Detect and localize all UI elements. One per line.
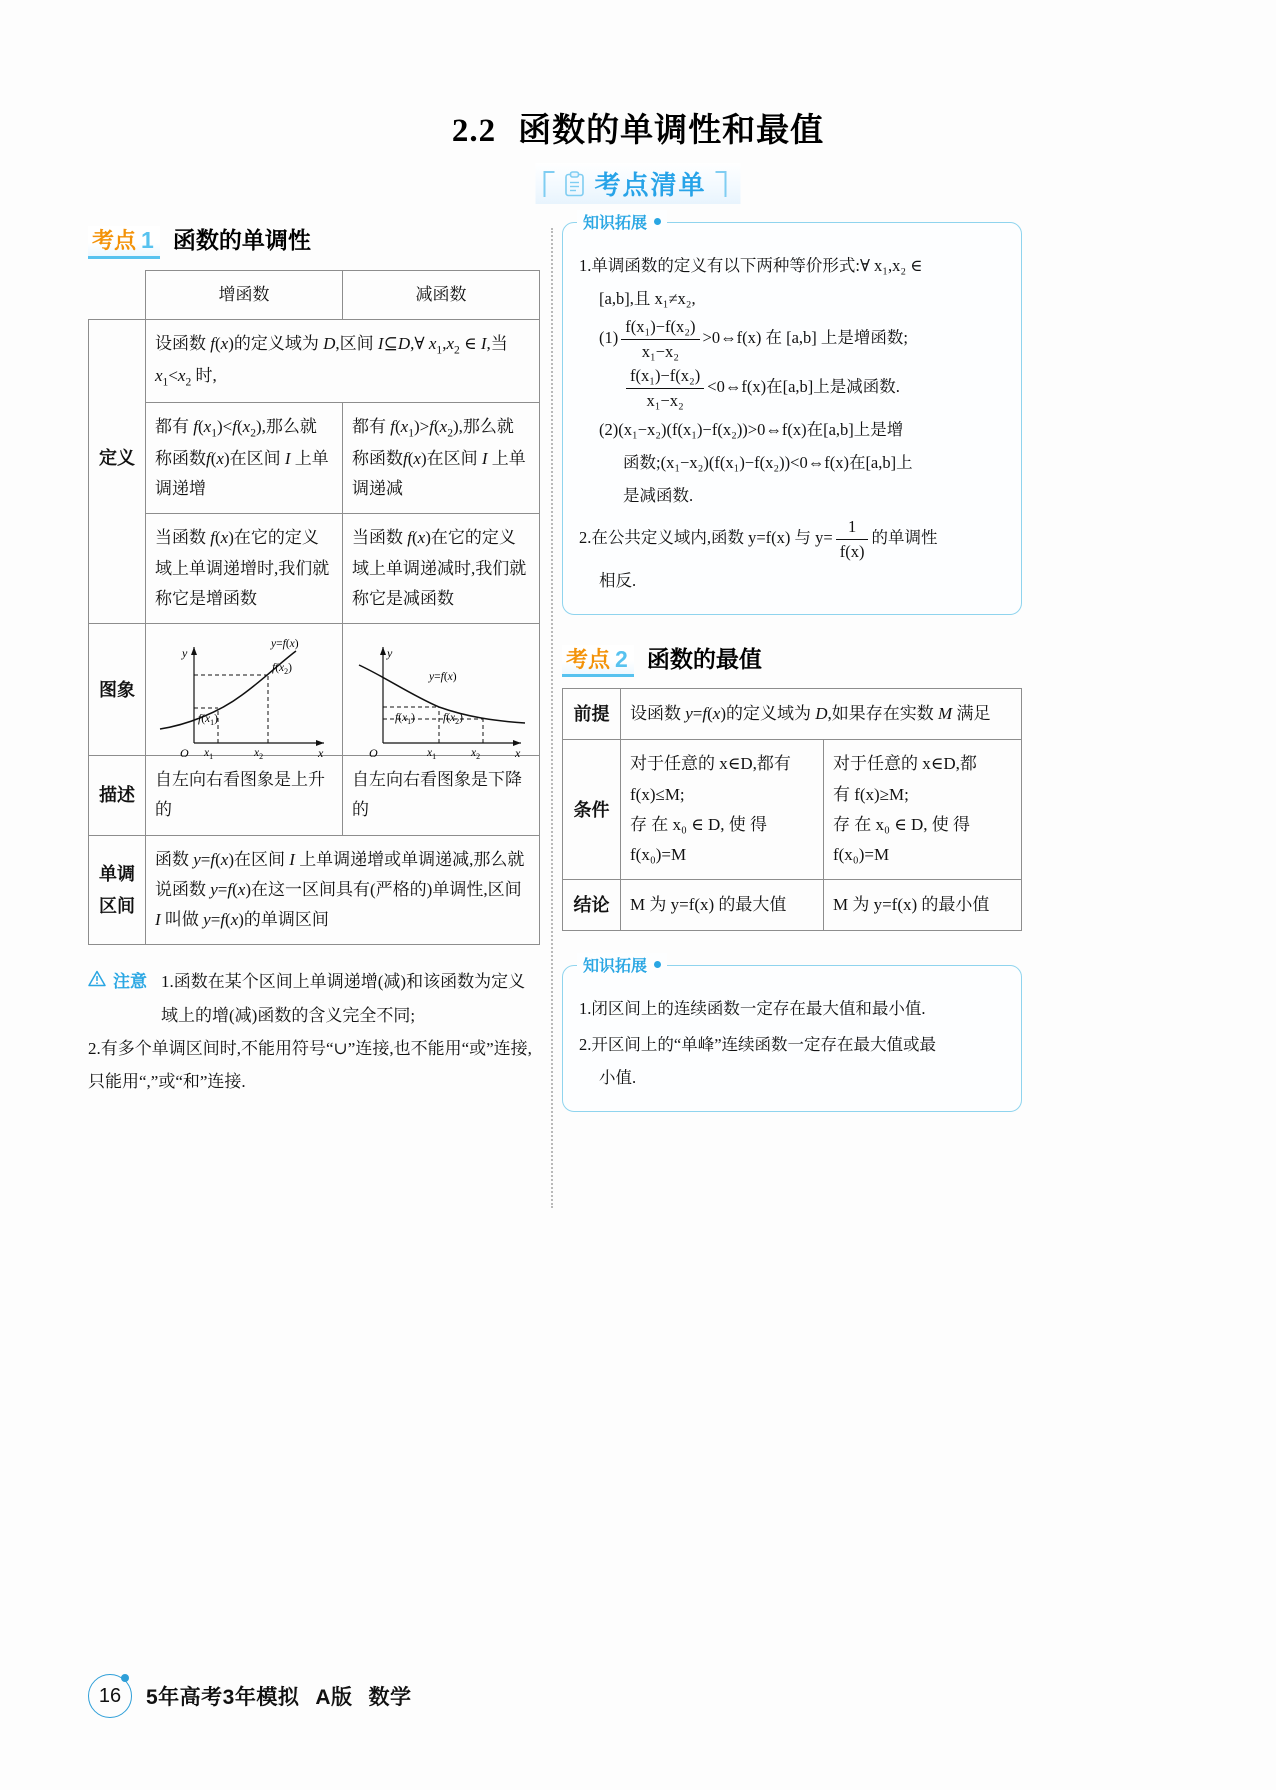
kaodian-2-title: 函数的最值 [646, 645, 762, 672]
monotonicity-table [88, 270, 540, 946]
extend2-item2-line1: 2.开区间上的“单峰”连续函数一定存在最大值或最 [579, 1035, 937, 1055]
note-line-1: 1.函数在某个区间上单调递增(减)和该函数为定义域上的增(减)函数的含义完全不同; [161, 972, 526, 1025]
row-head-conclusion: 结论 [563, 880, 621, 931]
kaodian-2-number: 2 [615, 645, 628, 672]
condition-max-line2: f(x)≤M; [630, 784, 685, 804]
col-header-increasing: 增函数 [146, 270, 343, 319]
page-footer [88, 1674, 412, 1718]
svg-text:x2: $x_2$ [254, 746, 264, 761]
section-title: 函数的单调性和最值 [518, 111, 825, 148]
svg-text:x: x [515, 745, 521, 760]
extend1-item1-formula1: (1) $\frac{\text{f(x₁)−f(x₂)}}{\text{x₁−x₂}}$ >0⇔f(x) 在 [a,b] 上是增函数; [579, 315, 1005, 364]
banner-bracket-left [543, 171, 554, 197]
frac-denominator: f(x) [839, 541, 865, 561]
list-item [579, 1028, 1005, 1094]
banner-label: 考点清单 [594, 170, 707, 200]
condition-max [621, 740, 824, 880]
definition-increasing-1: 都有 $f(x_1)<f(x_2)$,那么就称函数f(x)在区间 I 上单调递增 [146, 402, 343, 513]
kaodian-2-heading [562, 641, 1022, 678]
kaodian-2-tag: 考点 2 [562, 645, 634, 678]
table-row-graphs [89, 624, 540, 756]
extend1-item2-post: 的单调性 [871, 527, 938, 547]
row-head-interval: 单调 区间 [89, 835, 146, 945]
condition-max-line1: 对于任意的 x∈D,都有 [630, 754, 791, 774]
page-number: 16 [88, 1674, 132, 1718]
condition-min-line1: 对于任意的 x∈D,都 [832, 754, 977, 774]
kaodian-1-title: 函数的单调性 [172, 227, 311, 253]
description-increasing: 自左向右看图象是上升的 [146, 756, 343, 836]
frac-numerator: 1 [836, 515, 869, 540]
extend1-item1-lead: 1.单调函数的定义有以下两种等价形式:∀ x₁,x₂ ∈ [579, 256, 923, 275]
extend-box-2-label [577, 953, 667, 976]
frac-numerator: f(x₁)−f(x₂) [621, 315, 699, 340]
extend-box-2 [562, 958, 1022, 1112]
kaodian-1-tag: 考点 1 [88, 226, 160, 259]
extend1-item1-g1: (2)(x₁−x₂)(f(x₁)−f(x₂))>0⇔f(x)在[a,b]上是增 [599, 419, 904, 439]
conclusion-max: M 为 y=f(x) 的最大值 [621, 880, 824, 931]
condition-max-line3: 存 在 x₀ ∈ D, 使 得 [630, 814, 768, 834]
row-head-condition: 条件 [563, 740, 621, 880]
warning-icon [88, 965, 106, 998]
banner-bracket-right [716, 171, 727, 197]
clipboard-icon [563, 171, 585, 197]
graph-increasing [146, 624, 343, 761]
definition-increasing-2: 当函数 f(x)在它的定义域上单调递增时,我们就称它是增函数 [146, 514, 343, 624]
page-title [0, 104, 1276, 151]
extend1-item2-cont: 相反. [599, 570, 637, 590]
definition-decreasing-1: 都有 $f(x_1)>f(x_2)$,那么就称函数f(x)在区间 I 上单调递减 [343, 402, 540, 513]
footer-edition: A版 [315, 1686, 353, 1709]
note-heading [88, 965, 147, 998]
monotonic-interval-text: 函数 y=f(x)在区间 I 上单调递增或单调递减,那么就说函数 y=f(x)在这一区间具有(严格的)单调性,区间 I 叫做 y=f(x)的单调区间 [146, 835, 540, 945]
footer-subject: 数学 [368, 1686, 412, 1709]
list-item [579, 249, 1005, 512]
extend-label-text: 知识拓展 [583, 958, 648, 976]
definition-common-text: 设函数 f(x)的定义域为 D,区间 I⊆D,∀ $x_1,x_2$ ∈ I,当 $x_1<x_2$ 时, [146, 320, 540, 403]
extend1-item1-cont: [a,b],且 x₁≠x₂, [599, 289, 696, 308]
kaodian-1-number: 1 [141, 227, 154, 253]
condition-min-line2: 有 f(x)≥M; [832, 784, 909, 804]
condition-min [823, 740, 1021, 880]
table-row [563, 689, 1022, 740]
row-head-graph: 图象 [89, 624, 146, 756]
graph-decreasing [343, 624, 540, 761]
svg-text:O: O [180, 745, 189, 760]
svg-text:y=f(x): y=f(x) [271, 637, 299, 650]
condition-min-line3: 存 在 x₀ ∈ D, 使 得 [832, 814, 971, 834]
extend-label-text: 知识拓展 [583, 215, 648, 232]
frac-denominator: x₁−x₂ [641, 341, 680, 361]
frac-numerator: f(x₁)−f(x₂) [626, 364, 704, 389]
row-head-definition-cont [89, 514, 146, 624]
svg-text:y: y [387, 645, 393, 660]
column-divider [551, 228, 553, 1208]
table-row [89, 514, 540, 624]
svg-text:f(x1): $f(x_1)$ [198, 712, 218, 727]
svg-text:x: x [318, 745, 324, 760]
bullet-dot-icon [654, 218, 661, 225]
table-row [89, 320, 540, 403]
extend1-item2-pre: 2.在公共定义域内,函数 y=f(x) 与 y= [579, 527, 833, 547]
bullet-dot-icon [654, 961, 661, 968]
condition-min-line4: f(x₀)=M [832, 845, 890, 865]
extend-box-2-list [579, 992, 1005, 1094]
svg-text:O: O [369, 745, 378, 760]
footer-text [146, 1681, 412, 1711]
table-row [89, 756, 540, 836]
row-head-definition: 定义 [89, 402, 146, 513]
row-head-description: 描述 [89, 756, 146, 836]
svg-text:y: y [182, 645, 188, 660]
svg-text:x1: $x_1$ [427, 746, 437, 761]
note-line-2: 2.有多个单调区间时,不能用符号“∪”连接,也不能用“或”连接,只能用“,”或“和”连接. [88, 1038, 532, 1091]
left-column [88, 222, 540, 1098]
row-head-premise: 前提 [563, 689, 621, 740]
table-row [563, 740, 1022, 880]
extend-box-1 [562, 215, 1022, 615]
svg-text:f(x2): $f(x_2)$ [272, 661, 292, 676]
table-row [563, 880, 1022, 931]
extend1-item1-g2: 函数;(x₁−x₂)(f(x₁)−f(x₂))<0⇔f(x)在[a,b]上 [623, 452, 913, 472]
list-item [579, 515, 1005, 597]
definition-decreasing-2: 当函数 f(x)在它的定义域上单调递减时,我们就称它是减函数 [343, 514, 540, 624]
conclusion-min: M 为 y=f(x) 的最小值 [823, 880, 1021, 931]
table-header-row [89, 270, 540, 319]
kaodian-1-heading [88, 222, 540, 259]
description-decreasing: 自左向右看图象是下降的 [343, 756, 540, 836]
svg-text:f(x2): $f(x_2)$ [443, 711, 463, 726]
extend1-item1-formula2: $\frac{\text{f(x₁)−f(x₂)}}{\text{x₁−x₂}}$ <0⇔f(x)在[a,b]上是减函数. [579, 364, 1005, 413]
extend-box-1-label [577, 210, 667, 233]
right-column [562, 215, 1022, 1138]
col-header-decreasing: 减函数 [343, 270, 540, 319]
svg-text:f(x1): $f(x_1)$ [395, 711, 415, 726]
kaodian-qingdan-banner [535, 163, 740, 204]
extremum-table [562, 688, 1022, 931]
note-block [88, 965, 540, 1098]
svg-text:x1: $x_1$ [204, 746, 214, 761]
svg-text:y=f(x): y=f(x) [429, 670, 457, 683]
footer-series: 5年高考3年模拟 [146, 1686, 300, 1709]
frac-denominator: x₁−x₂ [646, 390, 684, 410]
extend1-item1-g3: 是减函数. [623, 485, 694, 505]
premise-text: 设函数 y=f(x)的定义域为 D,如果存在实数 M 满足 [621, 689, 1022, 740]
extend-box-1-list [579, 249, 1005, 597]
svg-text:x2: $x_2$ [471, 746, 481, 761]
table-row [89, 835, 540, 945]
extend2-item2-line2: 小值. [599, 1068, 637, 1088]
table-row [89, 402, 540, 513]
condition-max-line4: f(x₀)=M [630, 845, 687, 865]
note-label: 注意 [113, 972, 147, 992]
table-corner-cell [89, 270, 146, 319]
row-head-spacer [89, 320, 146, 403]
section-number: 2.2 [451, 113, 497, 149]
list-item: 1.闭区间上的连续函数一定存在最大值和最小值. [579, 999, 926, 1019]
